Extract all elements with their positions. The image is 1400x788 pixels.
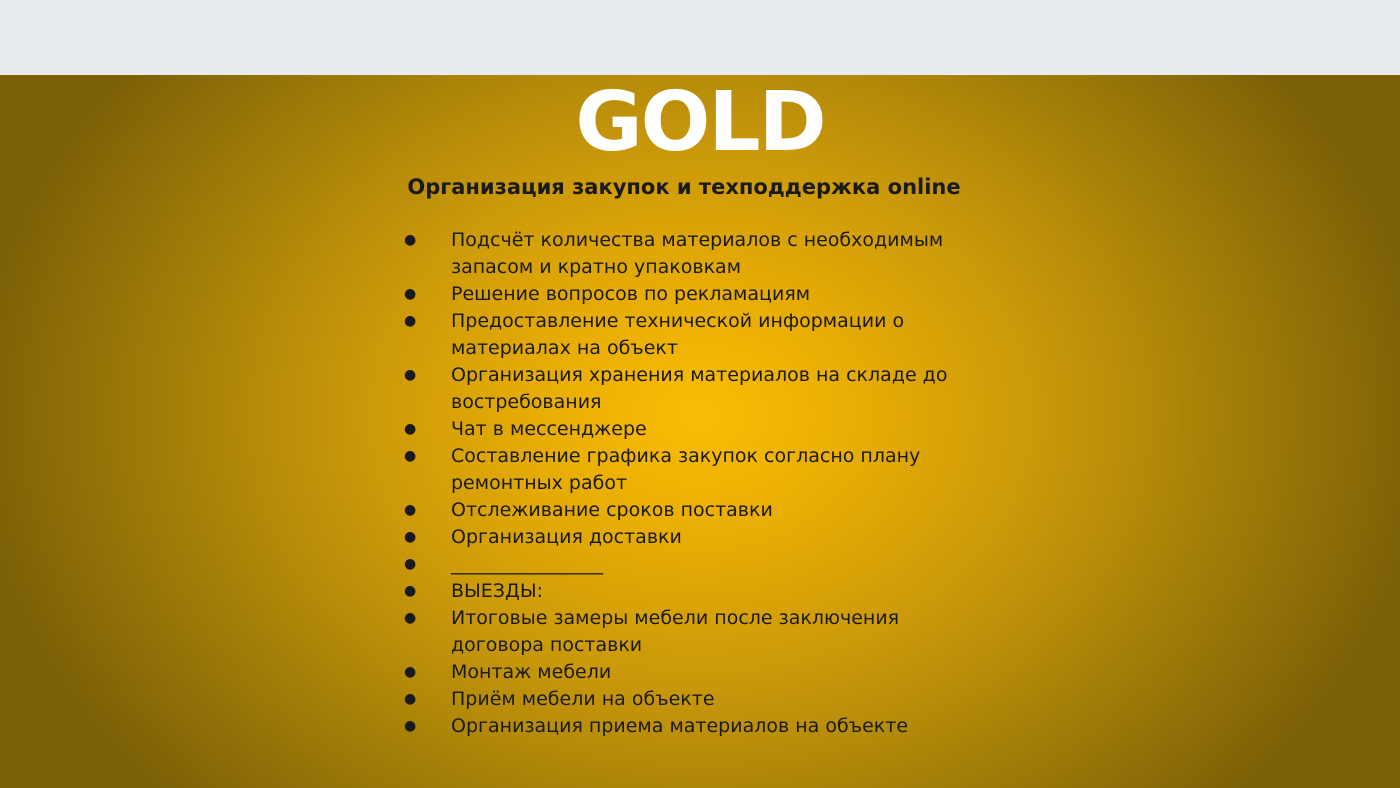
list-item [404, 227, 964, 281]
bullet-icon: ● [404, 610, 417, 626]
list-item-text: Отслеживание сроков поставки [451, 499, 773, 521]
list-item [404, 578, 964, 605]
bullet-icon: ● [404, 529, 417, 545]
bullet-icon: ● [404, 502, 417, 518]
list-item-text: Организация доставки [451, 526, 682, 548]
list-item [404, 659, 964, 686]
list-item-text: Подсчёт количества материалов с необходимым запасом и кратно упаковкам [451, 229, 944, 278]
list-item [404, 308, 964, 362]
top-bar [0, 0, 1400, 75]
slide-subtitle: Организация закупок и техподдержка online [407, 175, 961, 199]
list-item-text: Составление графика закупок согласно плану ремонтных работ [451, 445, 921, 494]
list-item-text: ВЫЕЗДЫ: [451, 580, 543, 602]
bullet-icon: ● [404, 556, 417, 572]
list-item [404, 281, 964, 308]
list-item [404, 551, 964, 578]
bullet-icon: ● [404, 718, 417, 734]
list-item [404, 497, 964, 524]
slide-title: GOLD [575, 75, 825, 170]
list-item [404, 416, 964, 443]
list-item-text: Монтаж мебели [451, 661, 612, 683]
list-item [404, 605, 964, 659]
bullet-list [404, 227, 964, 740]
bullet-icon: ● [404, 664, 417, 680]
list-item-text: Организация приема материалов на объекте [451, 715, 909, 737]
bullet-icon: ● [404, 367, 417, 383]
list-item [404, 524, 964, 551]
list-item-text: Организация хранения материалов на складе до востребования [451, 364, 948, 413]
list-item-text: ________________ [451, 553, 603, 575]
list-item-text: Приём мебели на объекте [451, 688, 715, 710]
list-item [404, 686, 964, 713]
list-item-text: Итоговые замеры мебели после заключения договора поставки [451, 607, 900, 656]
list-item-text: Чат в мессенджере [451, 418, 647, 440]
bullet-icon: ● [404, 313, 417, 329]
slide [0, 75, 1400, 788]
list-item-text: Предоставление технической информации о материалах на объект [451, 310, 905, 359]
bullet-icon: ● [404, 448, 417, 464]
list-item [404, 443, 964, 497]
list-item [404, 713, 964, 740]
bullet-icon: ● [404, 691, 417, 707]
list-item [404, 362, 964, 416]
bullet-icon: ● [404, 232, 417, 248]
bullet-icon: ● [404, 421, 417, 437]
list-item-text: Решение вопросов по рекламациям [451, 283, 811, 305]
bullet-icon: ● [404, 286, 417, 302]
bullet-icon: ● [404, 583, 417, 599]
